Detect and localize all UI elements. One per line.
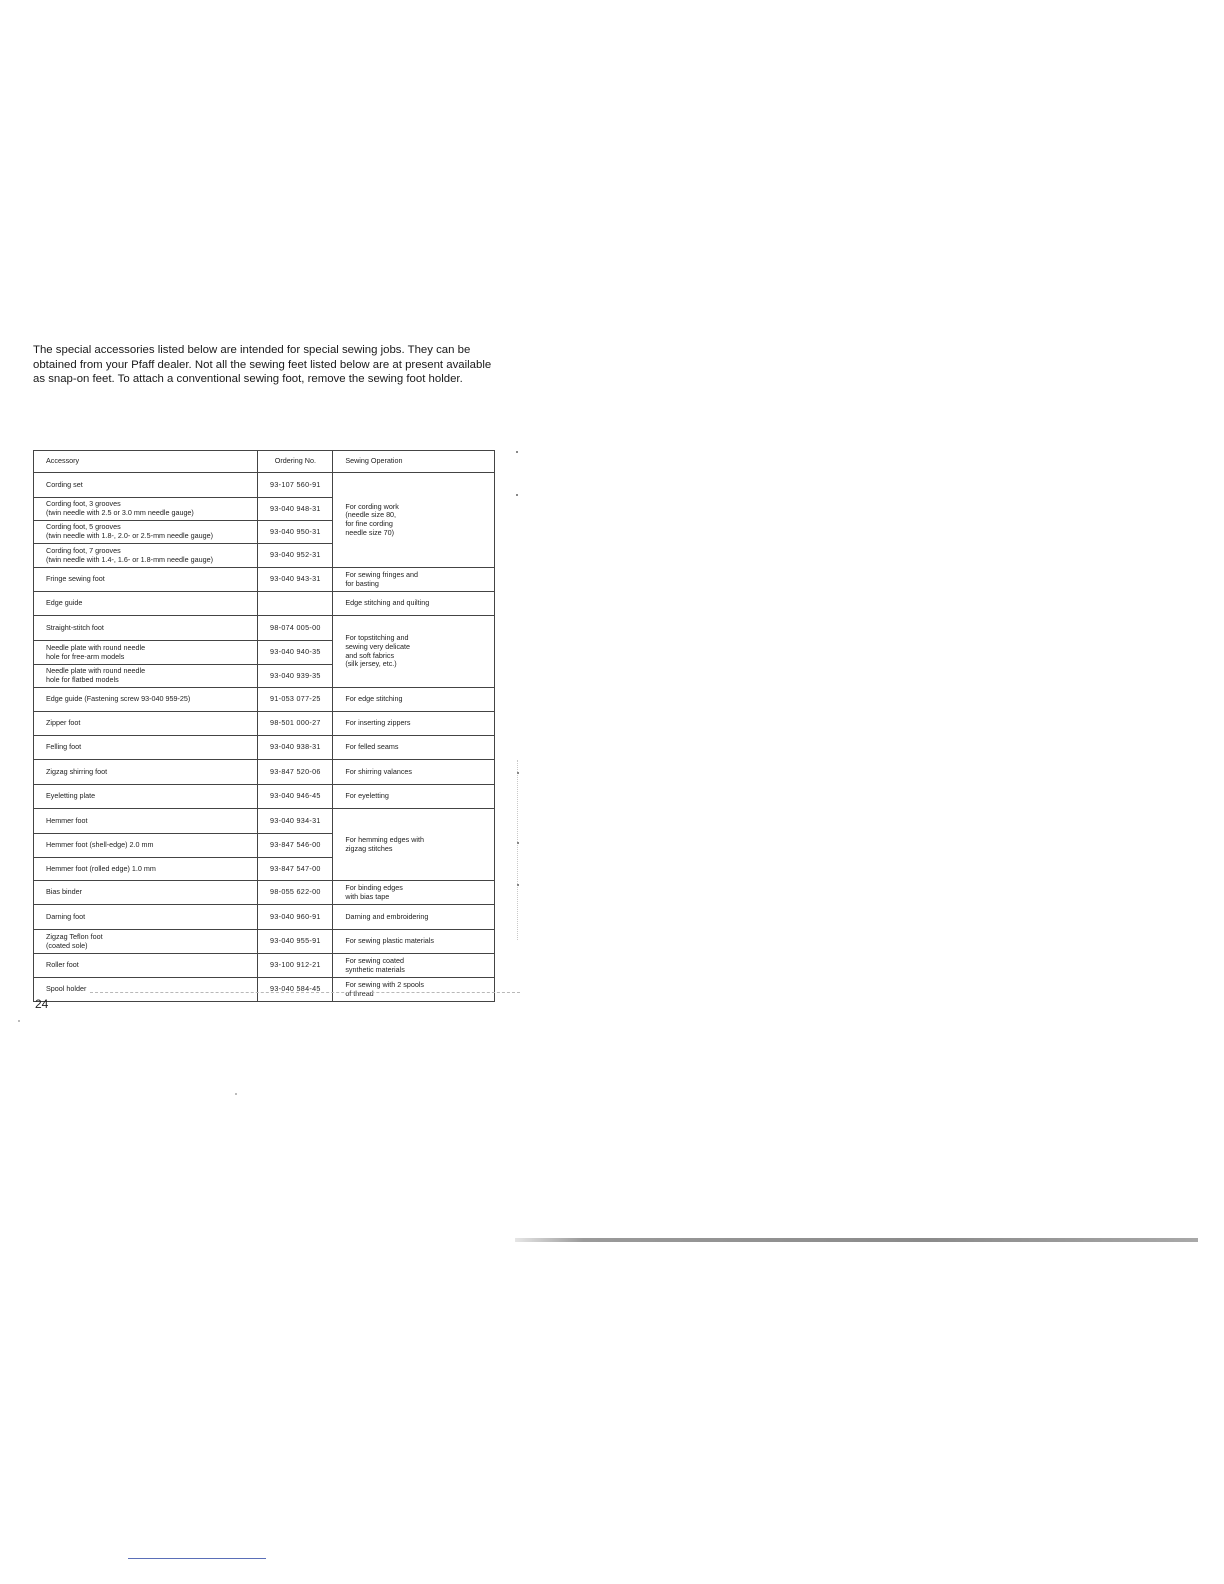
row-ordering-no: 93-040 952-31 <box>258 544 333 568</box>
row-ordering-no: 93-100 912-21 <box>258 954 333 978</box>
row-accessory: Edge guide (Fastening screw 93-040 959-25) <box>34 688 258 712</box>
scan-speck <box>517 842 519 844</box>
row-operation: For cording work (needle size 80, for fine cording needle size 70) <box>333 473 495 568</box>
row-ordering-no: 93-107 560-91 <box>258 473 333 498</box>
header-sewing-operation: Sewing Operation <box>333 451 495 473</box>
row-operation: For sewing coated synthetic materials <box>333 954 495 978</box>
row-accessory: Roller foot <box>34 954 258 978</box>
table-header-row <box>34 451 495 473</box>
table-row <box>34 785 495 809</box>
row-ordering-no: 93-040 584-45 <box>258 978 333 1002</box>
table-row <box>34 760 495 785</box>
row-accessory: Felling foot <box>34 736 258 760</box>
accessories-table <box>33 450 495 1002</box>
scan-speck <box>517 884 519 886</box>
row-accessory: Zigzag Teflon foot (coated sole) <box>34 930 258 954</box>
row-accessory: Straight-stitch foot <box>34 616 258 641</box>
row-operation: For binding edges with bias tape <box>333 881 495 905</box>
scan-speck <box>517 772 519 774</box>
row-accessory: Hemmer foot (shell-edge) 2.0 mm <box>34 834 258 858</box>
row-operation: For inserting zippers <box>333 712 495 736</box>
scan-artifact-dotted-edge <box>517 760 518 940</box>
row-ordering-no: 98-501 000-27 <box>258 712 333 736</box>
row-operation: Edge stitching and quilting <box>333 592 495 616</box>
row-accessory: Cording foot, 5 grooves (twin needle with 1.8-, 2.0- or 2.5-mm needle gauge) <box>34 521 258 544</box>
row-ordering-no: 93-847 520-06 <box>258 760 333 785</box>
row-accessory: Hemmer foot <box>34 809 258 834</box>
table-row <box>34 592 495 616</box>
row-operation: For sewing plastic materials <box>333 930 495 954</box>
scan-artifact-blue-line <box>128 1558 266 1559</box>
row-ordering-no: 93-040 939-35 <box>258 665 333 688</box>
row-accessory: Edge guide <box>34 592 258 616</box>
row-accessory: Zigzag shirring foot <box>34 760 258 785</box>
scan-artifact-dashed-line <box>90 992 520 993</box>
row-operation: For eyeletting <box>333 785 495 809</box>
row-accessory: Needle plate with round needle hole for flatbed models <box>34 665 258 688</box>
table-row <box>34 809 495 834</box>
row-ordering-no: 98-074 005-00 <box>258 616 333 641</box>
row-ordering-no: 93-040 946-45 <box>258 785 333 809</box>
table-row <box>34 881 495 905</box>
row-ordering-no: 93-040 960-91 <box>258 905 333 930</box>
row-accessory: Bias binder <box>34 881 258 905</box>
table-row <box>34 954 495 978</box>
row-ordering-no: 91-053 077-25 <box>258 688 333 712</box>
row-operation: For edge stitching <box>333 688 495 712</box>
row-accessory: Fringe sewing foot <box>34 568 258 592</box>
scan-speck <box>516 451 518 453</box>
row-ordering-no: 93-040 950-31 <box>258 521 333 544</box>
row-accessory: Hemmer foot (rolled edge) 1.0 mm <box>34 858 258 881</box>
row-ordering-no: 93-847 547-00 <box>258 858 333 881</box>
row-ordering-no: 98-055 622-00 <box>258 881 333 905</box>
table-row <box>34 688 495 712</box>
row-accessory: Cording foot, 7 grooves (twin needle with 1.4-, 1.6- or 1.8-mm needle gauge) <box>34 544 258 568</box>
row-accessory: Cording foot, 3 grooves (twin needle with 2.5 or 3.0 mm needle gauge) <box>34 498 258 521</box>
row-operation: For felled seams <box>333 736 495 760</box>
table-row <box>34 978 495 1002</box>
header-accessory: Accessory <box>34 451 258 473</box>
row-operation: For hemming edges with zigzag stitches <box>333 809 495 881</box>
row-ordering-no <box>258 592 333 616</box>
row-ordering-no: 93-040 948-31 <box>258 498 333 521</box>
row-ordering-no: 93-847 546-00 <box>258 834 333 858</box>
table-row <box>34 930 495 954</box>
scan-speck <box>18 1020 20 1022</box>
row-accessory: Cording set <box>34 473 258 498</box>
scan-speck <box>235 1093 237 1095</box>
row-operation: For sewing with 2 spools of thread <box>333 978 495 1002</box>
intro-paragraph: The special accessories listed below are intended for special sewing jobs. They can be obtained from your Pfaff dealer. Not all the sewing feet listed below are at present available as snap-on feet. To attach a conventional sewing foot, remove the sewing foot holder. <box>33 344 492 385</box>
row-operation: For topstitching and sewing very delicate and soft fabrics (silk jersey, etc.) <box>333 616 495 688</box>
header-ordering-no: Ordering No. <box>258 451 333 473</box>
row-accessory: Eyeletting plate <box>34 785 258 809</box>
row-ordering-no: 93-040 934-31 <box>258 809 333 834</box>
row-operation: For shirring valances <box>333 760 495 785</box>
table-row <box>34 616 495 641</box>
row-operation: Darning and embroidering <box>333 905 495 930</box>
row-operation: For sewing fringes and for basting <box>333 568 495 592</box>
row-accessory: Darning foot <box>34 905 258 930</box>
table-row <box>34 736 495 760</box>
page-number: 24 <box>35 997 49 1011</box>
table-row <box>34 568 495 592</box>
row-ordering-no: 93-040 943-31 <box>258 568 333 592</box>
table-row <box>34 905 495 930</box>
row-ordering-no: 93-040 955-91 <box>258 930 333 954</box>
row-ordering-no: 93-040 938-31 <box>258 736 333 760</box>
table-row <box>34 712 495 736</box>
scan-artifact-gray-bar <box>515 1238 1198 1242</box>
row-accessory: Needle plate with round needle hole for free-arm models <box>34 641 258 665</box>
row-accessory: Spool holder <box>34 978 258 1002</box>
table-row <box>34 473 495 498</box>
row-ordering-no: 93-040 940-35 <box>258 641 333 665</box>
row-accessory: Zipper foot <box>34 712 258 736</box>
scan-speck <box>516 494 518 496</box>
